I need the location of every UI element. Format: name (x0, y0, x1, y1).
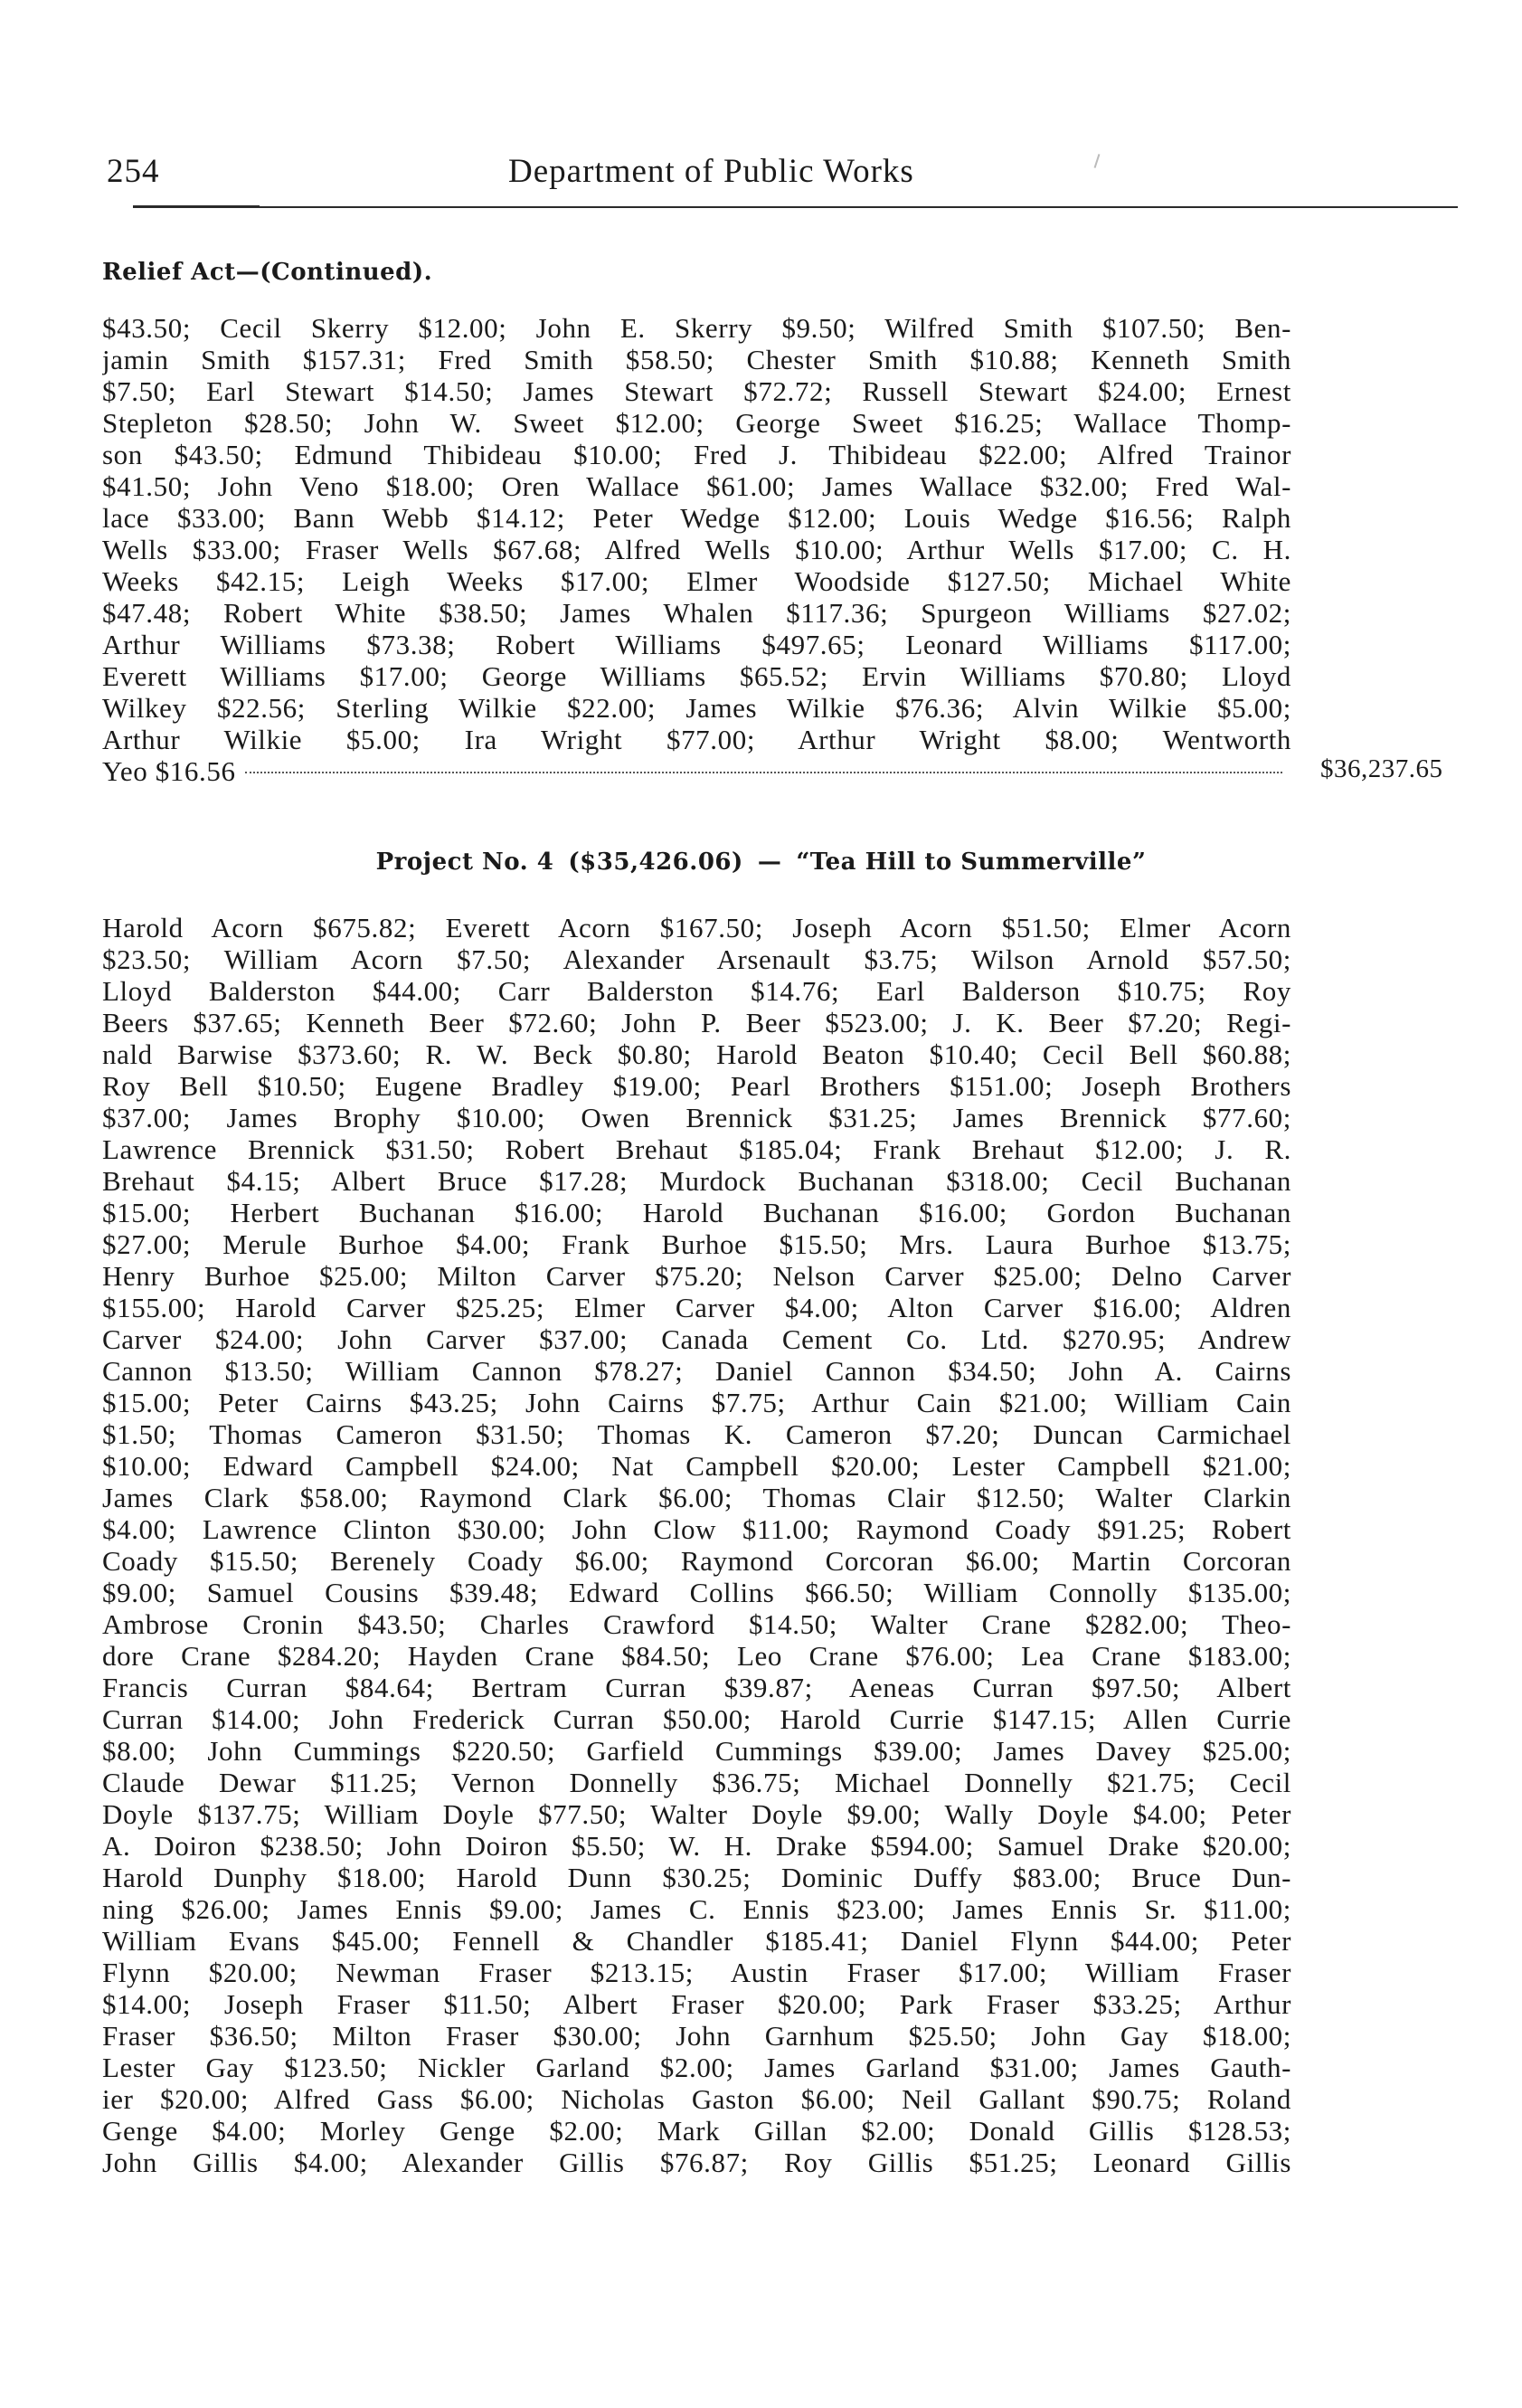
text-line: Lloyd Balderston $44.00; Carr Balderston $14.76; Earl Balderson $10.75; Roy (102, 975, 1291, 1007)
text-line: A. Doiron $238.50; John Doiron $5.50; W. H. Drake $594.00; Samuel Drake $20.00; (102, 1830, 1291, 1862)
text-line: $10.00; Edward Campbell $24.00; Nat Campbell $20.00; Lester Campbell $21.00; (102, 1450, 1291, 1482)
section-heading: Relief Act—(Continued). (102, 259, 433, 286)
text-line: John Gillis $4.00; Alexander Gillis $76.87; Roy Gillis $51.25; Leonard Gillis (102, 2147, 1291, 2178)
project-label: Project No. 4 (375, 848, 554, 876)
text-line: $47.48; Robert White $38.50; James Whalen $117.36; Spurgeon Williams $27.02; (102, 597, 1291, 629)
text-line: Fraser $36.50; Milton Fraser $30.00; John Garnhum $25.50; John Gay $18.00; (102, 2020, 1291, 2052)
page-header (102, 152, 1457, 203)
text-line: $37.00; James Brophy $10.00; Owen Brennick $31.25; James Brennick $77.60; (102, 1102, 1291, 1133)
text-line: William Evans $45.00; Fennell & Chandler $185.41; Daniel Flynn $44.00; Peter (102, 1925, 1291, 1957)
text-line: $23.50; William Acorn $7.50; Alexander Arsenault $3.75; Wilson Arnold $57.50; (102, 943, 1291, 975)
text-line: Weeks $42.15; Leigh Weeks $17.00; Elmer Woodside $127.50; Michael White (102, 565, 1291, 597)
text-line: Coady $15.50; Berenely Coady $6.00; Raymond Corcoran $6.00; Martin Corcoran (102, 1545, 1291, 1577)
text-line: Wilkey $22.56; Sterling Wilkie $22.00; James Wilkie $76.36; Alvin Wilkie $5.00; (102, 692, 1291, 724)
text-line: Curran $14.00; John Frederick Curran $50.00; Harold Currie $147.15; Allen Currie (102, 1703, 1291, 1735)
text-line: Arthur Williams $73.38; Robert Williams $497.65; Leonard Williams $117.00; (102, 629, 1291, 660)
text-line: $4.00; Lawrence Clinton $30.00; John Clow $11.00; Raymond Coady $91.25; Robert (102, 1513, 1291, 1545)
text-line: Brehaut $4.15; Albert Bruce $17.28; Murdock Buchanan $318.00; Cecil Buchanan (102, 1165, 1291, 1197)
text-line: Harold Dunphy $18.00; Harold Dunn $30.25; Dominic Duffy $83.00; Bruce Dun- (102, 1862, 1291, 1893)
text-line: Harold Acorn $675.82; Everett Acorn $167.50; Joseph Acorn $51.50; Elmer Acorn (102, 912, 1291, 943)
running-title: Department of Public Works (508, 153, 914, 190)
project-amount: ($35,426.06) (568, 848, 743, 876)
section-total: $36,237.65 (1320, 754, 1443, 783)
paragraph-relief-act (102, 312, 1291, 787)
text-line: Stepleton $28.50; John W. Sweet $12.00; George Sweet $16.25; Wallace Thomp- (102, 407, 1291, 439)
text-line: son $43.50; Edmund Thibideau $10.00; Fred J. Thibideau $22.00; Alfred Trainor (102, 439, 1291, 470)
text-line: Roy Bell $10.50; Eugene Bradley $19.00; Pearl Brothers $151.00; Joseph Brothers (102, 1070, 1291, 1102)
text-line: $15.00; Herbert Buchanan $16.00; Harold Buchanan $16.00; Gordon Buchanan (102, 1197, 1291, 1228)
text-line: $41.50; John Veno $18.00; Oren Wallace $61.00; James Wallace $32.00; Fred Wal- (102, 470, 1291, 502)
text-line: $7.50; Earl Stewart $14.50; James Stewart $72.72; Russell Stewart $24.00; Ernest (102, 375, 1291, 407)
text-line: Everett Williams $17.00; George Williams $65.52; Ervin Williams $70.80; Lloyd (102, 660, 1291, 692)
text-line: Wells $33.00; Fraser Wells $67.68; Alfred Wells $10.00; Arthur Wells $17.00; C. H. (102, 534, 1291, 565)
dot-leaders (245, 772, 1282, 773)
text-line: James Clark $58.00; Raymond Clark $6.00; Thomas Clair $12.50; Walter Clarkin (102, 1482, 1291, 1513)
text-line: $15.00; Peter Cairns $43.25; John Cairns $7.75; Arthur Cain $21.00; William Cain (102, 1387, 1291, 1418)
text-line: ier $20.00; Alfred Gass $6.00; Nicholas Gaston $6.00; Neil Gallant $90.75; Roland (102, 2083, 1291, 2115)
text-line: Lawrence Brennick $31.50; Robert Brehaut $185.04; Frank Brehaut $12.00; J. R. (102, 1133, 1291, 1165)
text-line: Carver $24.00; John Carver $37.00; Canada Cement Co. Ltd. $270.95; Andrew (102, 1323, 1291, 1355)
paragraph-project-4 (102, 912, 1291, 2178)
text-line: $9.00; Samuel Cousins $39.48; Edward Collins $66.50; William Connolly $135.00; (102, 1577, 1291, 1608)
page-number: 254 (107, 153, 160, 190)
header-rule (133, 206, 1458, 208)
text-line: Yeo $16.56 (102, 755, 236, 787)
text-line: jamin Smith $157.31; Fred Smith $58.50; Chester Smith $10.88; Kenneth Smith (102, 344, 1291, 375)
text-line: Claude Dewar $11.25; Vernon Donnelly $36.75; Michael Donnelly $21.75; Cecil (102, 1767, 1291, 1798)
text-line: Henry Burhoe $25.00; Milton Carver $75.20; Nelson Carver $25.00; Delno Carver (102, 1260, 1291, 1292)
text-line: $1.50; Thomas Cameron $31.50; Thomas K. Cameron $7.20; Duncan Carmichael (102, 1418, 1291, 1450)
text-line: Lester Gay $123.50; Nickler Garland $2.00; James Garland $31.00; James Gauth- (102, 2052, 1291, 2083)
text-line: Cannon $13.50; William Cannon $78.27; Daniel Cannon $34.50; John A. Cairns (102, 1355, 1291, 1387)
text-line: lace $33.00; Bann Webb $14.12; Peter Wedge $12.00; Louis Wedge $16.56; Ralph (102, 502, 1291, 534)
text-line: $155.00; Harold Carver $25.25; Elmer Carver $4.00; Alton Carver $16.00; Aldren (102, 1292, 1291, 1323)
text-line: ning $26.00; James Ennis $9.00; James C. Ennis $23.00; James Ennis Sr. $11.00; (102, 1893, 1291, 1925)
text-line-with-leaders (102, 755, 1291, 787)
text-line: Arthur Wilkie $5.00; Ira Wright $77.00; Arthur Wright $8.00; Wentworth (102, 724, 1291, 755)
project-dash: — (757, 848, 782, 876)
text-line: Genge $4.00; Morley Genge $2.00; Mark Gillan $2.00; Donald Gillis $128.53; (102, 2115, 1291, 2147)
text-line: nald Barwise $373.60; R. W. Beck $0.80; Harold Beaton $10.40; Cecil Bell $60.88; (102, 1038, 1291, 1070)
text-line: Beers $37.65; Kenneth Beer $72.60; John P. Beer $523.00; J. K. Beer $7.20; Regi- (102, 1007, 1291, 1038)
text-line: $27.00; Merule Burhoe $4.00; Frank Burhoe $15.50; Mrs. Laura Burhoe $13.75; (102, 1228, 1291, 1260)
text-line: $43.50; Cecil Skerry $12.00; John E. Skerry $9.50; Wilfred Smith $107.50; Ben- (102, 312, 1291, 344)
text-line: Doyle $137.75; William Doyle $77.50; Walter Doyle $9.00; Wally Doyle $4.00; Peter (102, 1798, 1291, 1830)
text-line: Francis Curran $84.64; Bertram Curran $39.87; Aeneas Curran $97.50; Albert (102, 1672, 1291, 1703)
text-line: $8.00; John Cummings $220.50; Garfield Cummings $39.00; James Davey $25.00; (102, 1735, 1291, 1767)
text-line: $14.00; Joseph Fraser $11.50; Albert Fraser $20.00; Park Fraser $33.25; Arthur (102, 1988, 1291, 2020)
text-line: Ambrose Cronin $43.50; Charles Crawford $14.50; Walter Crane $282.00; Theo- (102, 1608, 1291, 1640)
project-name: “Tea Hill to Summerville” (796, 848, 1147, 876)
project-heading (0, 848, 1522, 876)
text-line: Flynn $20.00; Newman Fraser $213.15; Austin Fraser $17.00; William Fraser (102, 1957, 1291, 1988)
text-line: dore Crane $284.20; Hayden Crane $84.50; Leo Crane $76.00; Lea Crane $183.00; (102, 1640, 1291, 1672)
